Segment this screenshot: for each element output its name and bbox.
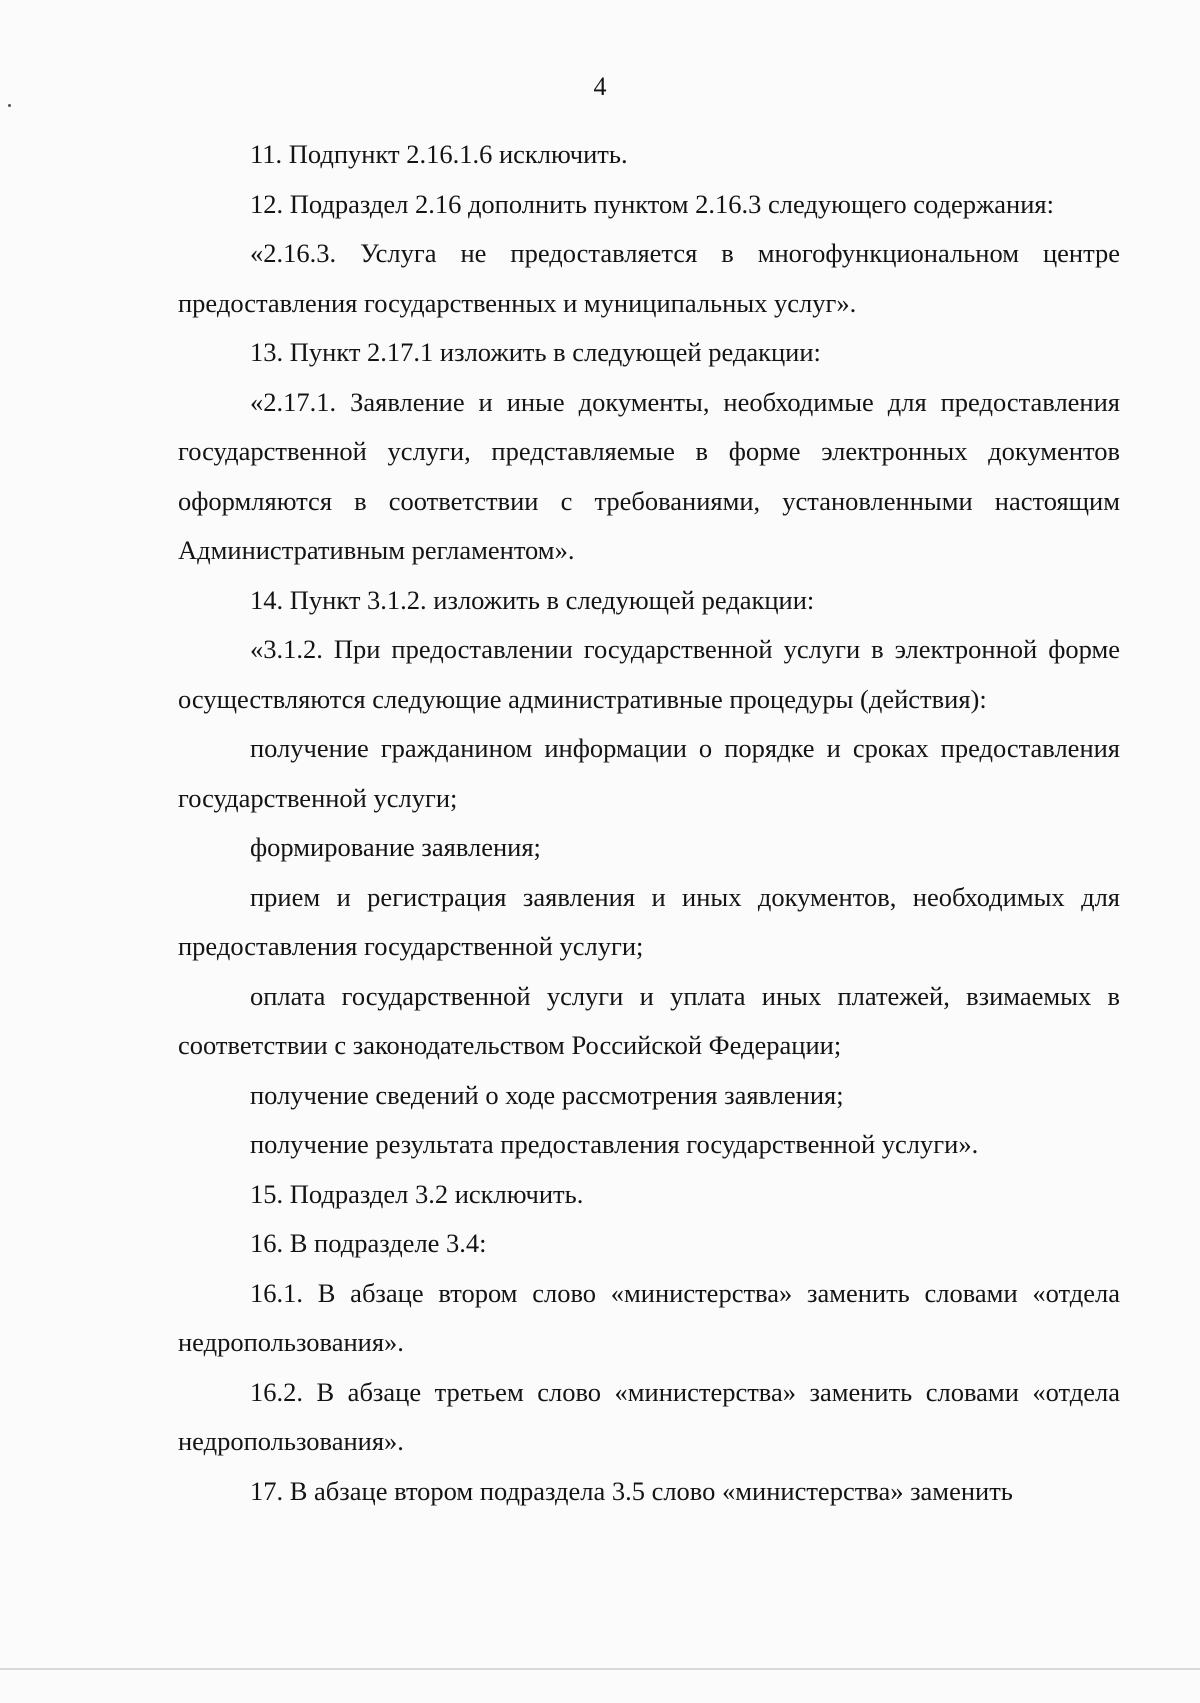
paragraph-2-16-3: «2.16.3. Услуга не предоставляется в многофункциональном центре предоставления государственных и муниципальных услуг». <box>178 238 1120 318</box>
list-item-application-forming: формирование заявления; <box>250 832 541 862</box>
paragraph-17: 17. В абзаце втором подраздела 3.5 слово «министерства» заменить <box>250 1475 1013 1506</box>
list-item-reception-registration: прием и регистрация заявления и иных документов, необходимых для предоставления государственной услуги; <box>178 881 1120 961</box>
document-body <box>178 130 1120 1516</box>
paragraph-13: 13. Пункт 2.17.1 изложить в следующей редакции: <box>250 337 821 367</box>
list-item-progress-info: получение сведений о ходе рассмотрения заявления; <box>250 1079 844 1110</box>
paragraph-12: 12. Подраздел 2.16 дополнить пунктом 2.16.3 следующего содержания: <box>250 188 1054 219</box>
paragraph-3-1-2: «3.1.2. При предоставлении государственной услуги в электронной форме осуществляются следующие административные процедуры (действия): <box>178 634 1120 714</box>
page-number: 4 <box>593 72 607 101</box>
paragraph-15: 15. Подраздел 3.2 исключить. <box>250 1178 584 1209</box>
paragraph-14: 14. Пункт 3.1.2. изложить в следующей редакции: <box>250 584 815 615</box>
paragraph-16: 16. В подразделе 3.4: <box>250 1228 487 1258</box>
list-item-result: получение результата предоставления государственной услуги». <box>250 1129 979 1159</box>
scan-edge-line <box>0 1668 1200 1670</box>
paragraph-2-17-1: «2.17.1. Заявление и иные документы, необходимые для предоставления государственной услуги, представляемые в форме электронных документов оформляются в соответствии с требованиями, установленными настоящим Административным регламентом». <box>178 386 1120 565</box>
paragraph-16-1: 16.1. В абзаце втором слово «министерства» заменить словами «отдела недропользования». <box>178 1277 1120 1357</box>
paragraph-11: 11. Подпункт 2.16.1.6 исключить. <box>250 139 628 169</box>
list-item-information: получение гражданином информации о порядке и сроках предоставления государственной услуги; <box>178 733 1120 813</box>
list-item-payment: оплата государственной услуги и уплата иных платежей, взимаемых в соответствии с законодательством Российской Федерации; <box>178 980 1120 1060</box>
scan-speck <box>8 104 11 107</box>
paragraph-16-2: 16.2. В абзаце третьем слово «министерства» заменить словами «отдела недропользования». <box>178 1376 1120 1456</box>
